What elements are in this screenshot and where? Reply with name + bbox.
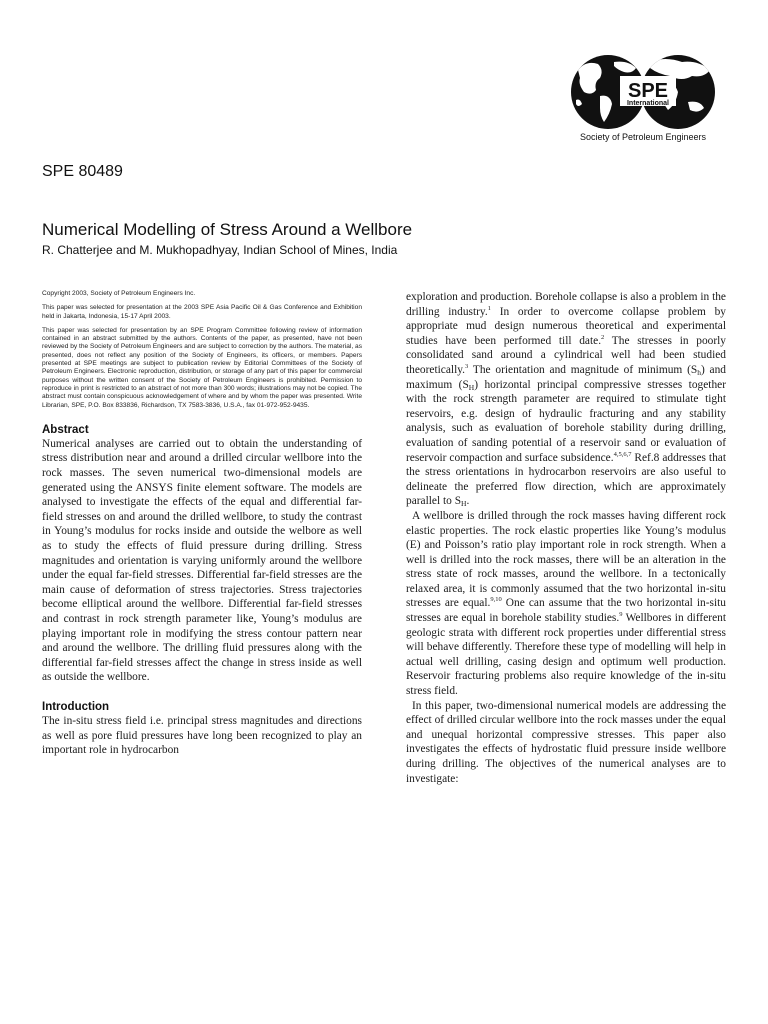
introduction-heading: Introduction: [42, 700, 110, 713]
logo-subtitle: International: [626, 100, 670, 107]
paper-title: Numerical Modelling of Stress Around a Wellbore: [42, 220, 413, 239]
logo-wordmark: SPE: [627, 80, 669, 102]
reference-marker: 4,5,6,7: [613, 450, 632, 458]
globe-logo-icon: [570, 52, 716, 132]
reference-marker: 3: [465, 362, 469, 370]
introduction-paragraph-3: In this paper, two-dimensional numerical models are addressing the effect of drilled circular wellbore into the rock masses under the equal and unequal horizontal compressive stresses. This paper also investigates the effects of hydrostatic fluid pressure inside wellbore during drilling. The objectives of the numerical analyses are to investigate:: [406, 699, 726, 785]
copyright-disclaimer: This paper was selected for presentation by an SPE Program Committee following review of information contained in an abstract submitted by the authors. Contents of the paper, as presented, have not been reviewed by the Society of Petroleum Engineers and are subject to correction by the authors. The material, as presented, does not reflect any position of the Society of Engineers, its officers, or members. Papers presented at SPE meetings are subject to publication review by Editorial Committees of the Society of Petroleum Engineers. Electronic reproduction, distribution, or storage of any part of this paper for commercial purposes without the written consent of the Society of Petroleum Engineers is prohibited. Permission to reproduce in print is restricted to an abstract of not more than 300 words; illustrations may not be copied. The abstract must contain conspicuous acknowledgement of where and by whom the paper was presented. Write Librarian, SPE, P.O. Box 833836, Richardson, TX 7583-3836, U.S.A., fax 01-972-952-9435.: [42, 326, 362, 409]
spe-logo: [570, 52, 716, 148]
right-column: [406, 290, 726, 786]
paper-number: SPE 80489: [42, 163, 123, 180]
reference-marker: 9,10: [490, 596, 502, 604]
introduction-paragraph-1-continued: exploration and production. Borehole collapse is also a problem in the drilling industry.$^1$ In order to overcome collapse problem by appropriate mud design numerous theoretical and experimental studies have been performed till date.$^2$ The stresses in poorly consolidated sand around a cylindrical well had been studied theoretically.$^3$ The orientation and magnitude of minimum $(S_h)$ and maximum $(S_H)$ horizontal principal compressive stresses together with the rock strength parameter are required to stimulate tight reservoirs, e.g. design of hydraulic fracturing and any stability analysis, such as evaluation of borehole stability during drilling, evaluation of sanding potential of a reservoir sand or evaluation of reservoir compaction and surface subsidence.$^{4,5,6,7}$ Ref.8 addresses that the stress orientations in hydrocarbon reservoirs are also useful to delineate the preferred flow direction, which are approximately parallel to $S_H$.: [406, 291, 726, 509]
abstract-heading: Abstract: [42, 423, 89, 436]
left-column: [42, 290, 362, 758]
reference-marker: 1: [487, 304, 491, 312]
presentation-note: This paper was selected for presentation at the 2003 SPE Asia Pacific Oil & Gas Conference and Exhibition held in Jakarta, Indonesia, 15-17 April 2003.: [42, 304, 362, 320]
copyright-line: Copyright 2003, Society of Petroleum Engineers Inc.: [42, 290, 196, 297]
reference-marker: 2: [601, 333, 605, 341]
abstract-text: Numerical analyses are carried out to obtain the understanding of stress distribution near and around a drilled circular wellbore into the rock masses. The seven numerical two-dimensional models are generated using the ANSYS finite element software. The models are analysed to investigate the effects of the equal and differential far-field stresses on and around the drilled wellbore, to study the contrast in Young’s modulus for rocks inside and outside the welbore as well as to study the effects of fluid pressure during drilling. Stress magnitudes and orientation is varying uniformly around the wellbore under the equal far-field stresses. Differential far-field stresses are the main cause of deformation of stress trajectories. Stress trajectories become elliptical around the wellbore. Differential far-field stresses and contrast in rock strength parameter like, Young’s modulus are playing important role in modifying the stress contour pattern near and around the wellbore. The drilling fluid pressures along with the differential far-field stresses affect the change in stress inside as well as outside the wellbore.: [42, 437, 362, 684]
introduction-paragraph-1-left: The in-situ stress field i.e. principal stress magnitudes and directions as well as pore fluid pressures have long been recognized to play an important role in hydrocarbon: [42, 714, 362, 757]
paper-authors: R. Chatterjee and M. Mukhopadhyay, Indian School of Mines, India: [42, 243, 398, 257]
reference-marker: 9: [619, 611, 623, 619]
introduction-paragraph-2: A wellbore is drilled through the rock masses having different rock elastic properties. The rock elastic properties like Young’s modulus (E) and Poisson’s ratio play important role in rock strength. When a well is drilled into the rock masses, there will be an alteration in the stress state of rock masses, around the wellbore. In a tectonically relaxed area, it is commonly assumed that the two horizontal in-situ stresses are equal.$^{9,10}$ One can assume that the two horizontal in-situ stresses are equal in borehole stability studies.$^9$ Wellbores in different geologic strata with different rock properties under differential stress will behave differently. Therefore these type of modelling will help in actual well drilling, casing design and optimum well production. Reservoir fracturing problems also require knowledge of the in-situ stress field.: [406, 509, 726, 698]
logo-caption: Society of Petroleum Engineers: [579, 132, 707, 142]
